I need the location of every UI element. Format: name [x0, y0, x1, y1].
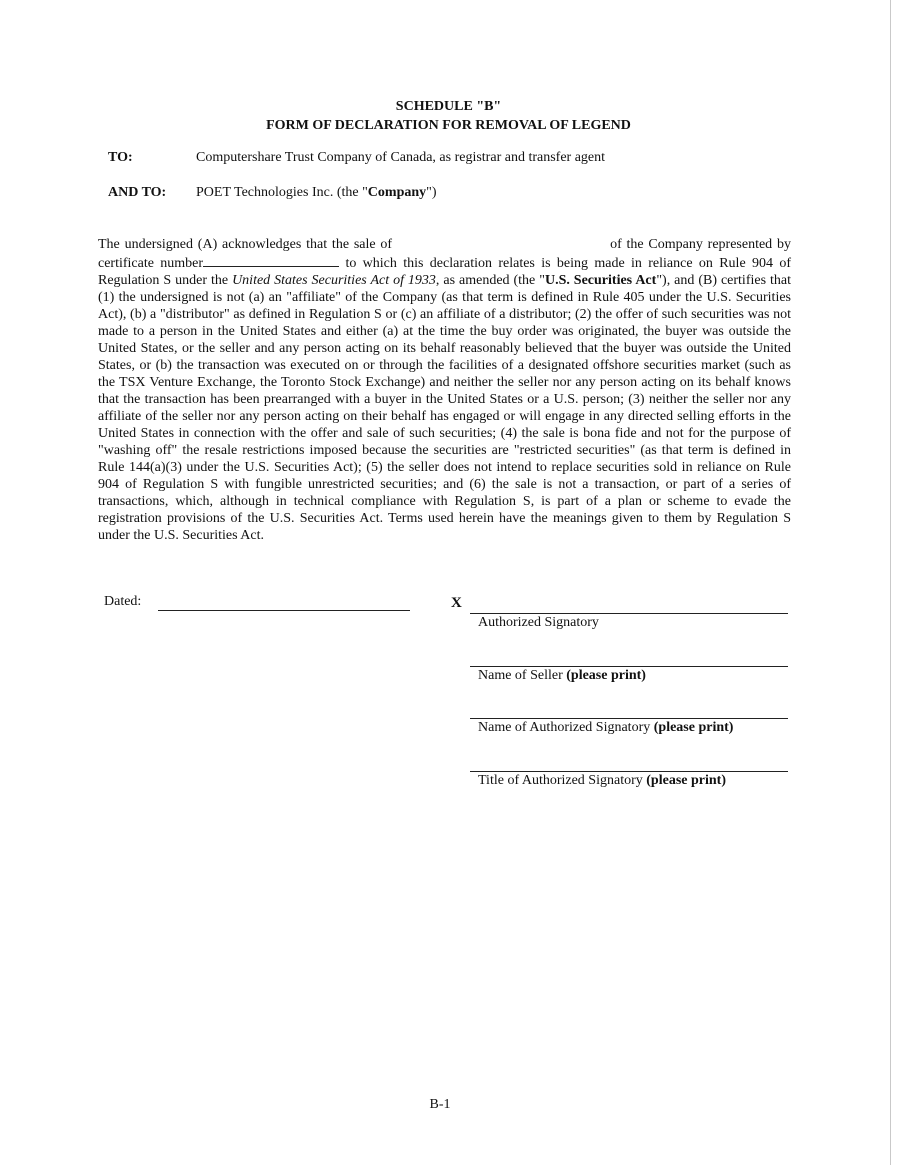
act-defined-term: U.S. Securities Act	[544, 273, 657, 288]
and-to-label: AND TO:	[108, 185, 167, 200]
and-to-prefix: POET Technologies Inc. (the "	[196, 185, 368, 200]
signatory-title-label: Title of Authorized Signatory (please print)	[478, 773, 726, 788]
declaration-part-5: "), and (B) certifies that (1) the undersigned is not (a) an "affiliate" of the Company (as that term is defined in Rule 405 under the U.S. Securities Act), (b) a "distributor" as defined in Regulation S or (c) an affiliate of a distributor; (2) the offer of such securities was not made to a person in the United States and either (a) at the time the buy order was originated, the buyer was outside the United States, or the seller and any person acting on its behalf reasonably believed that the buyer was outside the United States, or (b) the transaction was executed on or through the facilities of a designated offshore securities market (such as the TSX Venture Exchange, the Toronto Stock Exchange) and neither the seller nor any person acting on its behalf knows that the transaction has been prearranged with a buyer in the United States or a U.S. person; (3) neither the seller nor any affiliate of the seller nor any person acting on their behalf has engaged or will engage in any directed selling efforts in the United States in connection with the offer and sale of such securities; (4) the sale is bona fide and not for the purpose of "washing off" the resale restrictions imposed because the securities are "restricted securities" (as that term is defined in Rule 144(a)(3) under the U.S. Securities Act); (5) the seller does not intend to replace securities sold in reliance on Rule 904 of Regulation S with fungible unrestricted securities; and (6) the sale is not a transaction, or part of a series of transactions, which, although in technical compliance with Regulation S, is part of a plan or scheme to evade the registration provisions of the U.S. Securities Act. Terms used herein have the meanings given to them by Regulation S under the U.S. Securities Act.	[98, 273, 791, 543]
to-value: Computershare Trust Company of Canada, as registrar and transfer agent	[196, 150, 606, 165]
authorized-signatory-field[interactable]	[470, 613, 788, 614]
company-defined-term: Company	[367, 185, 427, 200]
page-number: B-1	[429, 1097, 451, 1112]
act-title: United States Securities Act of 1933	[232, 273, 436, 288]
and-to-value	[196, 185, 437, 201]
declaration-part-1: The undersigned (A) acknowledges that the sale of	[98, 237, 393, 252]
authorized-signatory-label: Authorized Signatory	[478, 615, 599, 630]
declaration-part-4: , as amended (the "	[435, 273, 545, 288]
form-title: FORM OF DECLARATION FOR REMOVAL OF LEGEND	[266, 118, 631, 133]
and-to-suffix: ")	[426, 185, 437, 200]
seller-name-label: Name of Seller (please print)	[478, 668, 646, 683]
declaration-part-3: to which this declaration relates is being made in reliance on Rule 904 of Regulation S under the	[98, 256, 792, 288]
seller-name-field[interactable]	[470, 666, 788, 667]
dated-label: Dated:	[104, 594, 142, 609]
declaration-paragraph	[98, 236, 791, 544]
signatory-name-field[interactable]	[470, 718, 788, 719]
signatory-name-label: Name of Authorized Signatory (please print)	[478, 720, 734, 735]
dated-field[interactable]	[158, 610, 410, 611]
to-label: TO:	[108, 150, 133, 165]
certificate-number-blank[interactable]	[203, 253, 339, 267]
schedule-title: SCHEDULE "B"	[395, 99, 502, 114]
signature-x-mark: X	[451, 595, 462, 611]
page-edge	[890, 0, 891, 1165]
signatory-title-field[interactable]	[470, 771, 788, 772]
declaration-part-2: of the Company represented by certificate number	[98, 237, 791, 271]
